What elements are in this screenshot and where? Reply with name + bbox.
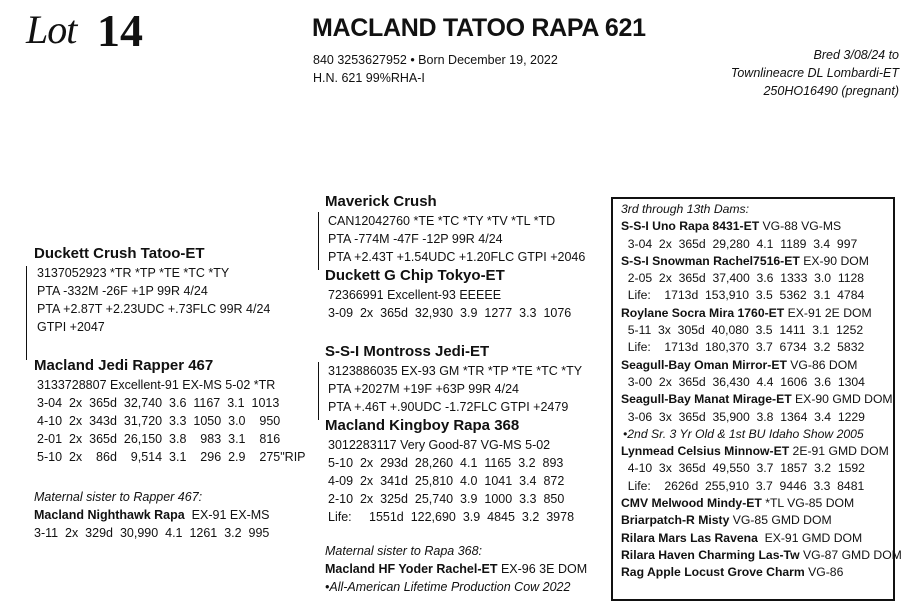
- id-line: 840 3253627952 • Born December 19, 2022: [313, 53, 558, 67]
- dam-entry-score: EX-91 GMD DOM: [757, 530, 863, 545]
- dam-record: 5-10 2x 86d 9,514 3.1 296 2.9 275"RIP: [37, 450, 306, 464]
- sire-dam-line: 72366991 Excellent-93 EEEEE: [328, 288, 502, 302]
- dam-entry-name: S-S-I Uno Rapa 8431-ET: [621, 219, 760, 234]
- dam-entry-name: S-S-I Snowman Rachel7516-ET: [621, 253, 800, 268]
- sire-line: PTA +2.87T +2.23UDC +.73FLC 99R 4/24: [37, 302, 271, 316]
- dam-dam-record: 4-09 2x 341d 25,810 4.0 1041 3.4 872: [328, 474, 565, 488]
- sire-dam-record: 3-09 2x 365d 32,930 3.9 1277 3.3 1076: [328, 306, 572, 320]
- dam-entry-name: Briarpatch-R Misty: [621, 513, 730, 528]
- dam-entry-score: 2E-91 GMD DOM: [789, 444, 889, 459]
- dam-entry: [621, 564, 902, 581]
- dam-entry-score: VG-86 DOM: [786, 357, 858, 372]
- dam-line: 3133728807 Excellent-91 EX-MS 5-02 *TR: [37, 378, 276, 392]
- lot-number: 14: [97, 5, 143, 56]
- sire-block: [34, 244, 270, 336]
- dam-dam-record: 5-10 2x 293d 28,260 4.1 1165 3.2 893: [328, 456, 564, 470]
- dam-entry-score: VG-86: [804, 565, 844, 580]
- dam-entry: [621, 512, 902, 529]
- sire-line: PTA -332M -26F +1P 99R 4/24: [37, 284, 208, 298]
- hn-line: H.N. 621 99%RHA-I: [313, 71, 425, 85]
- dam-entry-record: Life: 1713d 153,910 3.5 5362 3.1 4784: [621, 288, 865, 303]
- dam-sire-block: [325, 342, 582, 416]
- dam-sire-line: PTA +.46T +.90UDC -1.72FLC GTPI +2479: [328, 400, 569, 414]
- dam-entry-record: Life: 2626d 255,910 3.7 9446 3.3 8481: [621, 478, 865, 493]
- dams-heading: 3rd through 13th Dams:: [621, 202, 750, 216]
- dam-entry-score: VG-85 GMD DOM: [729, 513, 832, 528]
- dam-entry-record: 2-05 2x 365d 37,400 3.6 1333 3.0 1128: [621, 271, 865, 286]
- dam-entry-score: VG-88 VG-MS: [759, 219, 842, 234]
- dam-dam-record: Life: 1551d 122,690 3.9 4845 3.2 3978: [328, 510, 575, 524]
- bred-line: Bred 3/08/24 to: [813, 48, 899, 62]
- dam-entry-record: 3-04 2x 365d 29,280 4.1 1189 3.4 997: [621, 236, 858, 251]
- maternal-sister-score: EX-96 3E DOM: [497, 562, 588, 576]
- dam-entry: [621, 530, 902, 547]
- dam-block: [34, 356, 306, 466]
- dam-entry-record: 5-11 3x 305d 40,080 3.5 1411 3.1 1252: [621, 323, 864, 338]
- lot-label: Lot: [26, 7, 77, 52]
- maternal-sister-block: [325, 542, 587, 596]
- sire-name: Duckett Crush Tatoo-ET: [34, 245, 205, 262]
- dams-list: [621, 201, 902, 582]
- dam-dam-line: 3012283117 Very Good-87 VG-MS 5-02: [328, 438, 551, 452]
- dam-dam-block: [325, 416, 574, 526]
- dam-entry: [621, 253, 902, 270]
- dam-entry-score: EX-90 DOM: [799, 253, 869, 268]
- dam-entry-note: •2nd Sr. 3 Yr Old & 1st BU Idaho Show 2005: [623, 426, 864, 441]
- dam-entry-name: Roylane Socra Mira 1760-ET: [621, 305, 785, 320]
- dam-dam-record: 2-10 2x 325d 25,740 3.9 1000 3.3 850: [328, 492, 565, 506]
- dam-record: 2-01 2x 365d 26,150 3.8 983 3.1 816: [37, 432, 281, 446]
- dam-record: 3-04 2x 365d 32,740 3.6 1167 3.1 1013: [37, 396, 280, 410]
- dam-entry: [621, 218, 902, 235]
- sire-dam-block: [325, 266, 571, 322]
- dam-sire-name: S-S-I Montross Jedi-ET: [325, 343, 490, 360]
- dam-entry-score: VG-87 GMD DOM: [799, 547, 902, 562]
- sire-sire-line: PTA +2.43T +1.54UDC +1.20FLC GTPI +2046: [328, 250, 586, 264]
- dam-bracket: [318, 362, 319, 420]
- dam-entry-name: Lynmead Celsius Minnow-ET: [621, 444, 790, 459]
- bred-line: 250HO16490 (pregnant): [763, 84, 899, 98]
- dam-entry-name: Seagull-Bay Manat Mirage-ET: [621, 392, 792, 407]
- sire-line: 3137052923 *TR *TP *TE *TC *TY: [37, 266, 230, 280]
- dam-entry-record: 3-00 2x 365d 36,430 4.4 1606 3.6 1304: [621, 374, 865, 389]
- dam-entry: [621, 305, 902, 322]
- dam-entry: [621, 495, 902, 512]
- dam-entry: [621, 357, 902, 374]
- bred-line: Townlineacre DL Lombardi-ET: [730, 66, 899, 80]
- maternal-sister-block: [34, 488, 269, 542]
- maternal-sister-score: EX-91 EX-MS: [184, 508, 270, 522]
- dam-record: 4-10 2x 343d 31,720 3.3 1050 3.0 950: [37, 414, 281, 428]
- dam-entry-record: Life: 1713d 180,370 3.7 6734 3.2 5832: [621, 340, 865, 355]
- sire-line: GTPI +2047: [37, 320, 105, 334]
- sire-sire-name: Maverick Crush: [325, 193, 437, 210]
- dam-sire-line: PTA +2027M +19F +63P 99R 4/24: [328, 382, 519, 396]
- maternal-sister-record: 3-11 2x 329d 30,990 4.1 1261 3.2 995: [34, 526, 270, 540]
- bred-info: [731, 46, 899, 100]
- dam-entry: [621, 547, 902, 564]
- maternal-sister-note: •All-American Lifetime Production Cow 2022: [325, 580, 571, 594]
- dam-entry-name: CMV Melwood Mindy-ET: [621, 496, 762, 511]
- sire-bracket: [318, 212, 319, 270]
- maternal-sister-caption: Maternal sister to Rapper 467:: [34, 490, 203, 504]
- dam-entry-name: Rag Apple Locust Grove Charm: [621, 565, 805, 580]
- animal-title: MACLAND TATOO RAPA 621: [312, 14, 646, 42]
- sire-sire-block: [325, 192, 585, 266]
- dam-entry-score: EX-91 2E DOM: [784, 305, 872, 320]
- dam-sire-line: 3123886035 EX-93 GM *TR *TP *TE *TC *TY: [328, 364, 583, 378]
- dam-entry-name: Seagull-Bay Oman Mirror-ET: [621, 357, 787, 372]
- dam-entry-score: EX-90 GMD DOM: [791, 392, 893, 407]
- dam-entry-name: Rilara Mars Las Ravena: [621, 530, 758, 545]
- dam-entry-score: *TL VG-85 DOM: [761, 496, 855, 511]
- sire-sire-line: CAN12042760 *TE *TC *TY *TV *TL *TD: [328, 214, 556, 228]
- dam-entry-name: Rilara Haven Charming Las-Tw: [621, 547, 800, 562]
- sire-sire-line: PTA -774M -47F -12P 99R 4/24: [328, 232, 503, 246]
- sire-dam-name: Duckett G Chip Tokyo-ET: [325, 267, 505, 284]
- maternal-sister-caption: Maternal sister to Rapa 368:: [325, 544, 483, 558]
- dam-entry-record: 3-06 3x 365d 35,900 3.8 1364 3.4 1229: [621, 409, 865, 424]
- pedigree-bracket: [26, 266, 27, 360]
- maternal-sister-name: Macland HF Yoder Rachel-ET: [325, 562, 498, 576]
- dam-entry: [621, 443, 902, 460]
- dam-entry-record: 4-10 3x 365d 49,550 3.7 1857 3.2 1592: [621, 461, 865, 476]
- dam-dam-name: Macland Kingboy Rapa 368: [325, 417, 520, 434]
- dam-entry: [621, 391, 902, 408]
- dam-name: Macland Jedi Rapper 467: [34, 357, 214, 374]
- maternal-sister-name: Macland Nighthawk Rapa: [34, 508, 185, 522]
